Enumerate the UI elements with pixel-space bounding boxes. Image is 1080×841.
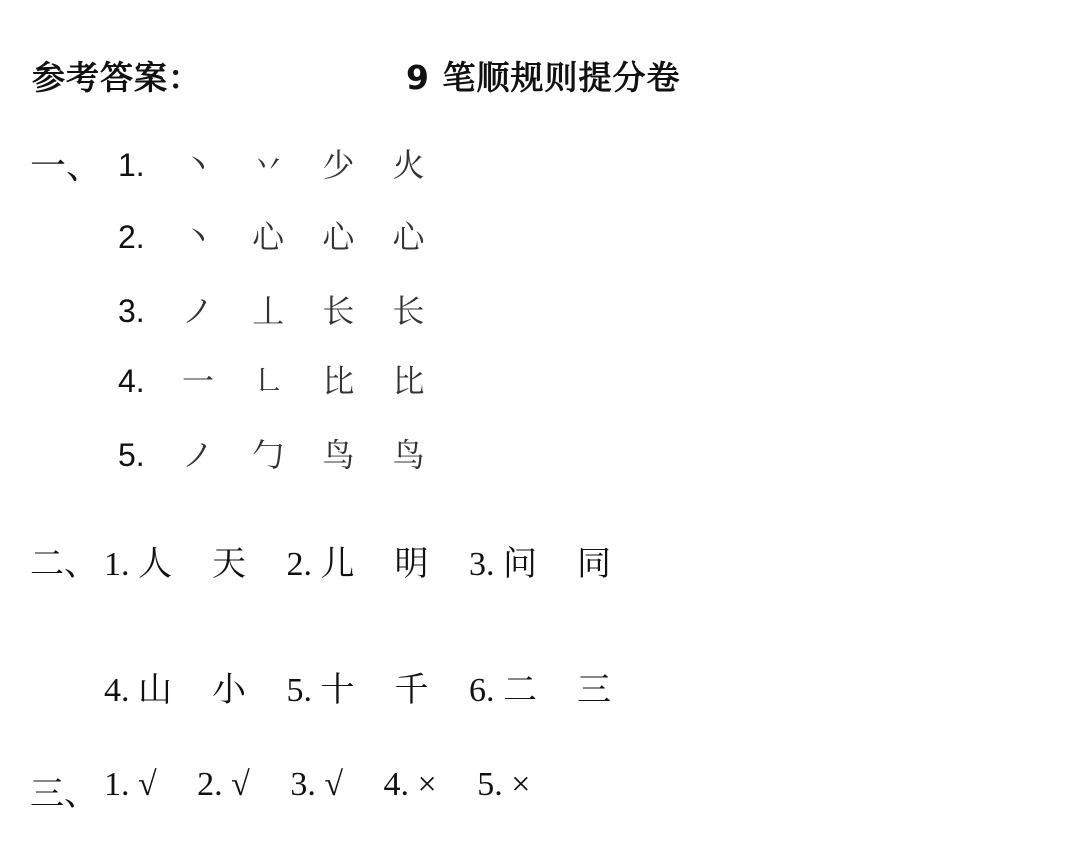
question-number: 6.: [469, 672, 495, 709]
question-number: 5.: [286, 672, 312, 709]
question-number: 4.: [104, 672, 130, 709]
stroke-steps: ノ 勹 鸟 鸟: [182, 436, 439, 474]
answer-char: 千: [394, 672, 429, 709]
question-number: 2.: [286, 546, 312, 583]
answer-char: 明: [394, 546, 429, 583]
stroke-steps: 丶 丷 少 火: [182, 146, 439, 184]
answer-line: [104, 662, 611, 711]
stroke-steps: ノ 丄 长 长: [182, 292, 439, 330]
stroke-order-row: [118, 286, 439, 332]
section-two-label: 二、: [30, 544, 98, 584]
stroke-steps: 一 ㇗ 比 比: [182, 362, 439, 400]
stroke-order-row: [118, 212, 439, 258]
stroke-order-row: [118, 430, 439, 476]
answer-char: 天: [212, 546, 246, 583]
answer-char: 小: [212, 672, 246, 709]
question-number: 1.: [104, 766, 130, 803]
stroke-order-row: [118, 140, 439, 186]
answer-line: [104, 536, 611, 585]
question-number: 3.: [469, 546, 495, 583]
answer-key-label: 参考答案：: [32, 58, 202, 97]
answer-char: 三: [577, 672, 611, 709]
page-title: 9 笔顺规则提分卷: [406, 58, 681, 97]
stroke-order-row: [118, 356, 439, 402]
question-number: 2.: [197, 766, 223, 803]
question-number: 3.: [290, 766, 316, 803]
cross-mark: ×: [417, 766, 437, 803]
check-mark: √: [324, 766, 344, 803]
answer-line: [104, 766, 530, 804]
check-mark: √: [231, 766, 250, 803]
answer-char: 同: [577, 546, 611, 583]
answer-char: 二: [503, 672, 537, 709]
answer-char: 人: [138, 546, 172, 583]
answer-char: 问: [503, 546, 537, 583]
check-mark: √: [138, 766, 157, 803]
answer-char: 山: [138, 672, 172, 709]
answer-char: 十: [320, 672, 355, 709]
question-number: 2.: [118, 219, 145, 255]
question-number: 1.: [118, 147, 145, 183]
stroke-steps: 丶 心 心 心: [182, 218, 439, 256]
question-number: 1.: [104, 546, 130, 583]
answer-char: 儿: [320, 546, 355, 583]
question-number: 5.: [118, 437, 145, 473]
section-three-label: 三、: [30, 774, 98, 814]
cross-mark: ×: [511, 766, 531, 803]
question-number: 4.: [383, 766, 410, 803]
section-one-label: 一、: [30, 146, 103, 187]
question-number: 3.: [118, 293, 145, 329]
question-number: 4.: [118, 363, 145, 399]
question-number: 5.: [477, 766, 503, 803]
